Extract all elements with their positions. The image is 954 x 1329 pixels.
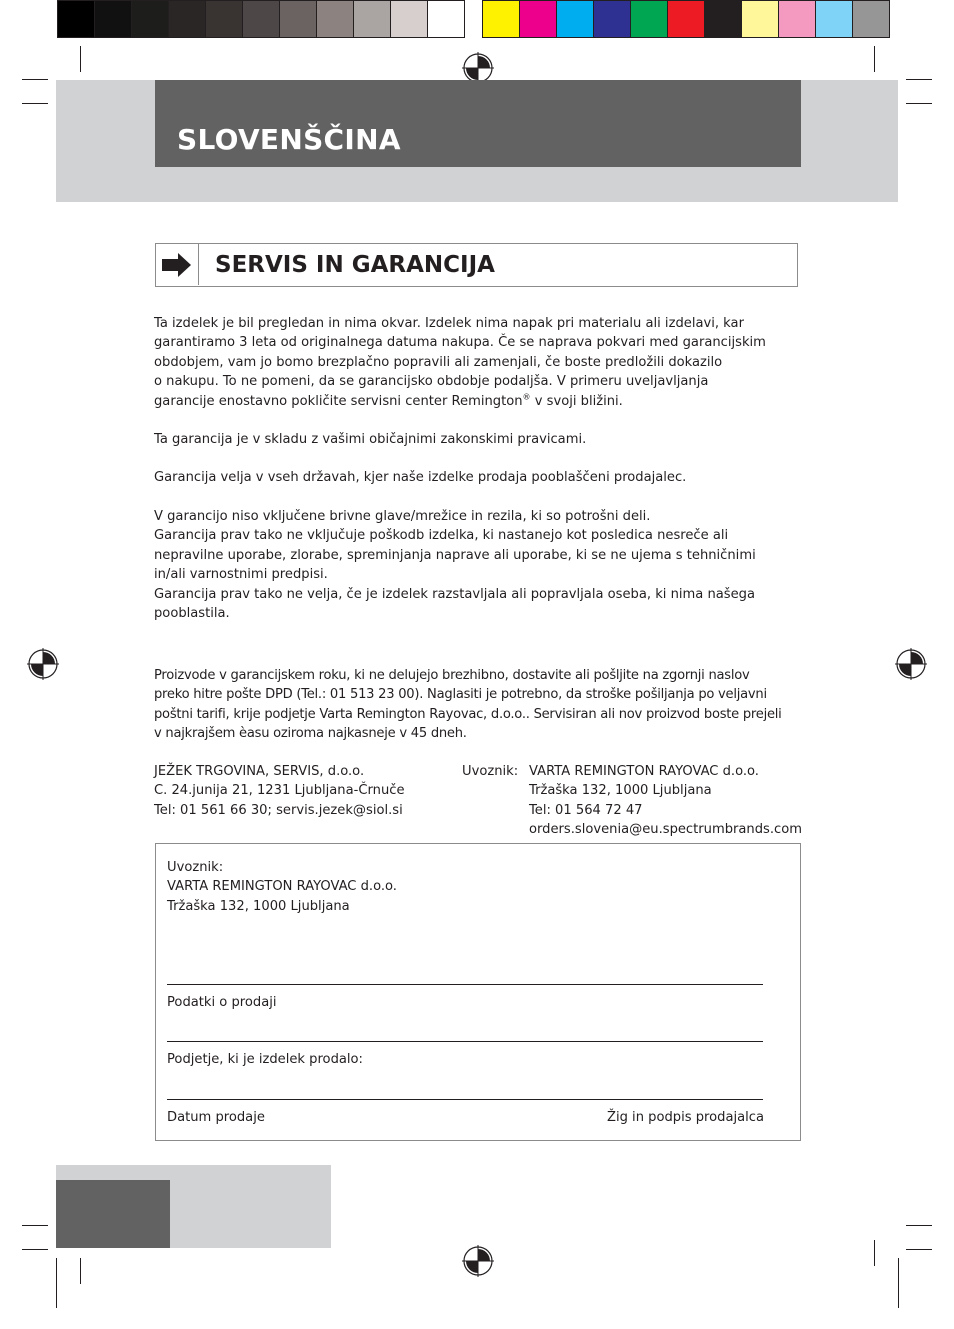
address-line: Tel: 01 561 66 30; servis.jezek@siol.si bbox=[154, 802, 403, 818]
sale-date-label: Datum prodaje bbox=[167, 1110, 265, 1125]
registered-mark: ® bbox=[522, 392, 531, 402]
text-line: Proizvode v garancijskem roku, ki ne delujejo brezhibno, dostavite ali pošljite na zgornji naslov bbox=[154, 668, 750, 683]
sale-data-label: Podatki o prodaji bbox=[167, 995, 277, 1010]
signature-line bbox=[167, 1041, 763, 1042]
color-swatch bbox=[57, 0, 94, 38]
crop-mark bbox=[80, 1258, 81, 1284]
address-line: VARTA REMINGTON RAYOVAC d.o.o. bbox=[529, 764, 759, 779]
text-line bbox=[154, 392, 804, 411]
crop-mark bbox=[22, 79, 48, 80]
grayscale-bar bbox=[57, 0, 465, 39]
text-line: nepravilne uporabe, zlorabe, spreminjanja naprave ali uporabe, ki se ne ujema s tehničnimi bbox=[154, 547, 756, 563]
color-swatch bbox=[741, 0, 778, 38]
service-delivery-paragraph bbox=[154, 666, 804, 744]
color-swatch bbox=[630, 0, 667, 38]
exclusions-paragraph bbox=[154, 507, 804, 623]
stamp-signature-label: Žig in podpis prodajalca bbox=[606, 1110, 764, 1125]
registration-mark-icon bbox=[462, 1245, 494, 1277]
color-swatch bbox=[205, 0, 242, 38]
text-line: in/ali varnostnimi predpisi. bbox=[154, 567, 328, 583]
color-swatch bbox=[316, 0, 353, 38]
color-swatch bbox=[390, 0, 427, 38]
color-swatch bbox=[131, 0, 168, 38]
color-bar bbox=[482, 0, 890, 39]
text-line: o nakupu. To ne pomeni, da se garancijsko obdobje podaljša. V primeru uveljavljanja bbox=[154, 374, 709, 390]
card-line: Tržaška 132, 1000 Ljubljana bbox=[167, 898, 350, 914]
text-line: garantiramo 3 leta od originalnega datuma nakupa. Če se naprava pokvari med garancijskim bbox=[154, 335, 766, 351]
address-line: orders.slovenia@eu.spectrumbrands.com bbox=[529, 822, 802, 838]
text-line: pooblastila. bbox=[154, 606, 230, 622]
color-swatch bbox=[427, 0, 465, 38]
crop-mark bbox=[22, 1225, 48, 1226]
page-number-tab bbox=[56, 1180, 170, 1248]
address-line: JEŽEK TRGOVINA, SERVIS, d.o.o. bbox=[154, 764, 365, 779]
text-line: poštni tarifi, krije podjetje Varta Remington Rayovac, d.o.o.. Servisiran ali nov proizvod boste prejeli bbox=[154, 706, 782, 722]
text-line: V garancijo niso vključene brivne glave/mrežice in rezila, ki so potrošni deli. bbox=[154, 509, 651, 524]
text-line: Garancija prav tako ne vključuje poškodb izdelka, ki nastanejo kot posledica nesreče ali bbox=[154, 528, 729, 544]
text-fragment: v svoji bližini. bbox=[530, 393, 623, 409]
color-swatch bbox=[242, 0, 279, 38]
countries-paragraph bbox=[154, 468, 804, 487]
service-address bbox=[154, 762, 405, 820]
section-title: SERVIS IN GARANCIJA bbox=[215, 252, 495, 278]
section-icon-cell bbox=[156, 244, 199, 285]
text-line: Ta izdelek je bil pregledan in nima okvar. Izdelek nima napak pri materialu ali izdelavi, kar bbox=[154, 316, 744, 331]
color-swatch bbox=[94, 0, 131, 38]
importer-label: Uvoznik: bbox=[462, 764, 519, 779]
color-swatch bbox=[815, 0, 852, 38]
signature-line bbox=[167, 984, 763, 985]
address-line: Tel: 01 564 72 47 bbox=[529, 802, 643, 818]
crop-mark bbox=[22, 103, 48, 104]
crop-mark bbox=[906, 1249, 932, 1250]
color-swatch bbox=[519, 0, 556, 38]
color-swatch bbox=[168, 0, 205, 38]
page-title: SLOVENŠČINA bbox=[177, 123, 401, 156]
color-swatch bbox=[852, 0, 890, 38]
card-line: Uvoznik: bbox=[167, 860, 224, 875]
crop-mark bbox=[906, 103, 932, 104]
color-swatch bbox=[556, 0, 593, 38]
section-heading bbox=[155, 243, 798, 287]
address-line: Tržaška 132, 1000 Ljubljana bbox=[529, 783, 712, 799]
color-swatch bbox=[667, 0, 704, 38]
color-swatch bbox=[778, 0, 815, 38]
crop-mark bbox=[874, 1240, 875, 1266]
registration-mark-icon bbox=[27, 648, 59, 680]
card-importer bbox=[167, 858, 397, 916]
crop-mark bbox=[874, 46, 875, 72]
warranty-card bbox=[155, 843, 801, 1141]
warranty-paragraph bbox=[154, 314, 804, 411]
crop-mark bbox=[898, 1258, 899, 1308]
text-fragment: garancije enostavno pokličite servisni center Remington bbox=[154, 393, 523, 409]
text-line: v najkrajšem èasu oziroma najkasneje v 45 dneh. bbox=[154, 726, 467, 742]
color-swatch bbox=[353, 0, 390, 38]
text-line: preko hitre pošte DPD (Tel.: 01 513 23 00). Naglasiti je potrebno, da stroške pošiljanja po veljavni bbox=[154, 687, 767, 703]
text-line: obdobjem, vam jo bomo brezplačno popravili ali zamenjali, če boste predložili dokazilo bbox=[154, 354, 723, 370]
address-line: C. 24.junija 21, 1231 Ljubljana-Črnuče bbox=[154, 783, 405, 799]
crop-mark bbox=[906, 79, 932, 80]
text-line: Garancija velja v vseh državah, kjer naše izdelke prodaja pooblaščeni prodajalec. bbox=[154, 470, 687, 485]
color-swatch bbox=[593, 0, 630, 38]
color-swatch bbox=[482, 0, 519, 38]
seller-label: Podjetje, ki je izdelek prodalo: bbox=[167, 1052, 363, 1067]
color-swatch bbox=[279, 0, 316, 38]
legal-rights-paragraph bbox=[154, 430, 804, 449]
signature-line bbox=[167, 1099, 763, 1100]
importer-address bbox=[529, 762, 802, 840]
crop-mark bbox=[56, 1258, 57, 1308]
registration-mark-icon bbox=[895, 648, 927, 680]
text-line: Ta garancija je v skladu z vašimi običajnimi zakonskimi pravicami. bbox=[154, 432, 587, 447]
text-line: Garancija prav tako ne velja, če je izdelek razstavljala ali popravljala oseba, ki nima našega bbox=[154, 586, 755, 602]
crop-mark bbox=[22, 1249, 48, 1250]
color-swatch bbox=[704, 0, 741, 38]
arrow-right-icon bbox=[162, 252, 192, 278]
crop-mark bbox=[906, 1225, 932, 1226]
card-line: VARTA REMINGTON RAYOVAC d.o.o. bbox=[167, 879, 397, 895]
crop-mark bbox=[80, 46, 81, 72]
